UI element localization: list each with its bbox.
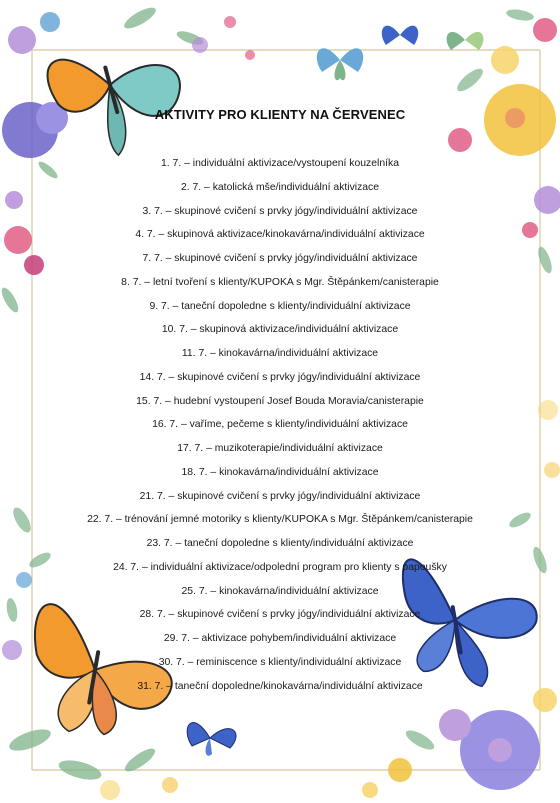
list-item: 8. 7. – letní tvoření s klienty/KUPOKA s Mgr. Štěpánkem/canisterapie xyxy=(121,276,439,288)
list-item: 15. 7. – hudební vystoupení Josef Bouda Moravia/canisterapie xyxy=(136,395,424,407)
list-item: 29. 7. – aktivizace pohybem/individuální aktivizace xyxy=(163,633,397,644)
list-item: 17. 7. – muzikoterapie/individuální aktivizace xyxy=(177,443,383,454)
list-item: 11. 7. – kinokavárna/individuální aktivizace xyxy=(181,348,379,359)
list-item: 28. 7. – skupinové cvičení s prvky jógy/individuální aktivizace xyxy=(139,609,421,621)
list-item: 9. 7. – taneční dopoledne s klienty/individuální aktivizace xyxy=(149,300,411,312)
page-title: AKTIVITY PRO KLIENTY NA ČERVENEC xyxy=(154,107,406,122)
list-item: 16. 7. – vaříme, pečeme s klienty/individuální aktivizace xyxy=(152,419,408,431)
list-item: 18. 7. – kinokavárna/individuální aktivizace xyxy=(181,466,379,478)
list-item: 22. 7. – trénování jemné motoriky s klienty/KUPOKA s Mgr. Štěpánkem/canisterapie xyxy=(87,514,473,526)
list-item: 3. 7. – skupinové cvičení s prvky jógy/individuální aktivizace xyxy=(142,205,418,217)
list-item: 1. 7. – individuální aktivizace/vystoupení kouzelníka xyxy=(161,158,399,169)
list-item: 10. 7. – skupinová aktivizace/individuální aktivizace xyxy=(161,324,399,336)
list-item: 4. 7. – skupinová aktivizace/kinokavárna/individuální aktivizace xyxy=(135,229,425,241)
list-item: 30. 7. – reminiscence s klienty/individuální aktivizace xyxy=(158,656,402,668)
list-item: 23. 7. – taneční dopoledne s klienty/individuální aktivizace xyxy=(146,538,414,549)
list-item: 21. 7. – skupinové cvičení s prvky jógy/individuální aktivizace xyxy=(139,490,421,502)
list-item: 24. 7. – individuální aktivizace/odpolední program pro klienty s papoušky xyxy=(113,561,447,573)
list-item: 25. 7. – kinokavárna/individuální aktivizace xyxy=(181,585,379,597)
list-item: 2. 7. – katolická mše/individuální aktivizace xyxy=(180,181,380,193)
list-item: 31. 7. – taneční dopoledne/kinokavárna/individuální aktivizace xyxy=(137,680,423,692)
list-item: 7. 7. – skupinové cvičení s prvky jógy/individuální aktivizace xyxy=(142,253,418,264)
list-item: 14. 7. – skupinové cvičení s prvky jógy/individuální aktivizace xyxy=(139,371,421,383)
activity-list xyxy=(0,156,560,702)
